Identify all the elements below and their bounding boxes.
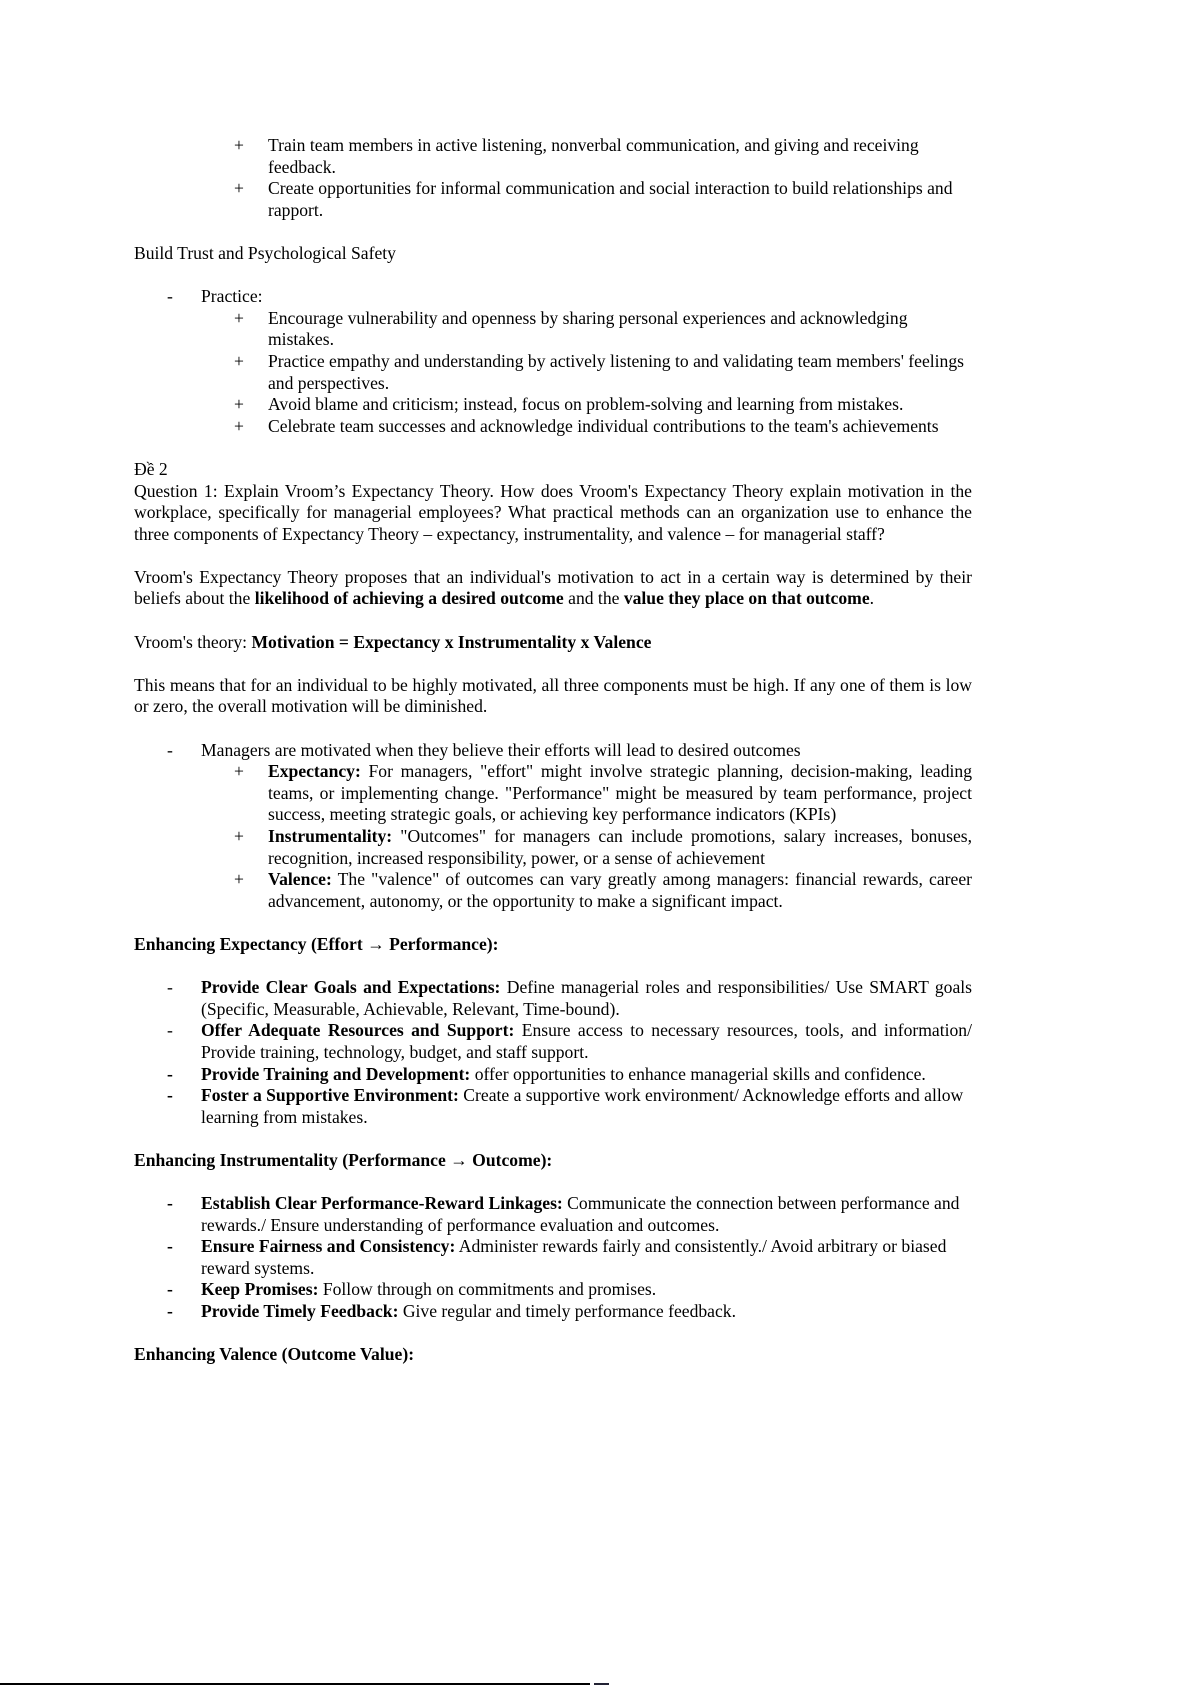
means-paragraph: This means that for an individual to be highly motivated, all three components must be high. If any one of them is low or zero, the overall motivation will be diminished. [134, 674, 972, 717]
list-item [134, 178, 972, 221]
list-item [134, 826, 972, 869]
dash-bullet: - [167, 977, 173, 998]
dash-bullet: - [167, 286, 173, 307]
text: Vroom's Expectancy Theory proposes that an individual's motivation to act in a certain way is determined by their beliefs about the [134, 566, 972, 609]
term: Expectancy: [268, 761, 361, 782]
term: Instrumentality: [268, 826, 393, 846]
list-item [134, 1279, 972, 1301]
list-item [134, 351, 972, 394]
plus-bullet: + [234, 761, 244, 782]
section-heading-trust: Build Trust and Psychological Safety [134, 242, 396, 263]
plus-bullet: + [234, 826, 244, 846]
list-item [134, 286, 972, 308]
text: Follow through on commitments and promises. [318, 1279, 657, 1300]
plus-bullet: + [234, 135, 244, 155]
list-item [134, 416, 972, 438]
item-text: Practice: [201, 286, 263, 307]
intro-paragraph [134, 567, 972, 610]
text: . [869, 588, 875, 609]
list-item [134, 308, 972, 351]
list-item [134, 869, 972, 912]
plus-bullet: + [234, 307, 244, 328]
text: Define managerial roles and responsibilities/ Use SMART goals (Specific, Measurable, Achievable, Relevant, Time-bound). [201, 977, 973, 1019]
item-text: Celebrate team successes and acknowledge individual contributions to the team's achievements [268, 415, 939, 436]
list-item [134, 394, 972, 416]
dash-bullet: - [167, 1236, 173, 1257]
dash-bullet: - [167, 1193, 173, 1214]
text: For managers, "effort" might involve strategic planning, decision-making, leading teams, or implementing change. "Performance" might be measured by team performance, project success, meeting strategic goals, or achieving key performance indicators (KPIs) [268, 761, 972, 825]
list-item [134, 1301, 972, 1323]
bold-text: value they place on that outcome [623, 588, 870, 609]
list-item [134, 1064, 972, 1086]
section-heading-instrumentality: Enhancing Instrumentality (Performance → Outcome): [134, 1149, 553, 1170]
bold-text: likelihood of achieving a desired outcome [254, 588, 564, 609]
term: Valence: [268, 869, 332, 890]
theory-formula [134, 632, 972, 654]
item-text: Managers are motivated when they believe their efforts will lead to desired outcomes [201, 739, 801, 760]
item-text: Train team members in active listening, nonverbal communication, and giving and receiving feedback. [268, 135, 919, 177]
question-text: Question 1: Explain Vroom’s Expectancy Theory. How does Vroom's Expectancy Theory explain motivation in the workplace, specifically for managerial employees? What practical methods can an organization use to enhance the three components of Expectancy Theory – expectancy, instrumentality, and valence – for managerial staff? [134, 480, 972, 544]
plus-bullet: + [234, 350, 244, 371]
dash-bullet: - [167, 1301, 173, 1322]
term: Ensure Fairness and Consistency: [201, 1236, 456, 1257]
item-text: Encourage vulnerability and openness by sharing personal experiences and acknowledging mistakes. [268, 307, 908, 350]
plus-bullet: + [234, 415, 244, 436]
text: The "valence" of outcomes can vary greatly among managers: financial rewards, career advancement, autonomy, or the opportunity to make a significant impact. [268, 869, 972, 911]
plus-bullet: + [234, 869, 244, 890]
exam-label: Đề 2 [134, 458, 168, 479]
list-item [134, 740, 972, 762]
item-text: Create opportunities for informal communication and social interaction to build relationships and rapport. [268, 178, 953, 220]
dash-bullet: - [167, 739, 173, 760]
list-item [134, 1085, 972, 1128]
list-item [134, 977, 972, 1020]
plus-bullet: + [234, 178, 244, 199]
document-page [134, 135, 972, 1366]
term: Keep Promises: [201, 1279, 319, 1300]
plus-bullet: + [234, 394, 244, 415]
list-item [134, 135, 972, 178]
list-item [134, 761, 972, 826]
dash-bullet: - [167, 1085, 173, 1106]
text: Ensure access to necessary resources, tools, and information/ Provide training, technology, budget, and staff support. [201, 1020, 972, 1062]
item-text: Practice empathy and understanding by actively listening to and validating team members' feelings and perspectives. [268, 350, 964, 393]
term: Provide Clear Goals and Expectations: [201, 977, 501, 998]
text: Create a supportive work environment/ Acknowledge efforts and allow learning from mistakes. [201, 1085, 964, 1127]
term: Foster a Supportive Environment: [201, 1085, 459, 1106]
formula: Motivation = Expectancy x Instrumentality x Valence [251, 631, 652, 652]
text: and the [563, 588, 624, 609]
dash-bullet: - [167, 1279, 173, 1300]
text: "Outcomes" for managers can include promotions, salary increases, bonuses, recognition, increased responsibility, power, or a sense of achievement [268, 826, 972, 868]
term: Provide Training and Development: [201, 1063, 471, 1084]
section-heading-valence: Enhancing Valence (Outcome Value): [134, 1344, 415, 1365]
dash-bullet: - [167, 1063, 173, 1084]
term: Provide Timely Feedback: [201, 1301, 399, 1322]
text: Give regular and timely performance feedback. [398, 1301, 736, 1322]
term: Establish Clear Performance-Reward Linkages: [201, 1193, 563, 1214]
list-item [134, 1193, 972, 1236]
section-heading-expectancy: Enhancing Expectancy (Effort → Performance): [134, 933, 499, 954]
list-item [134, 1020, 972, 1063]
item-text: Avoid blame and criticism; instead, focus on problem-solving and learning from mistakes. [268, 394, 904, 415]
text: Administer rewards fairly and consistently./ Avoid arbitrary or biased reward systems. [201, 1236, 947, 1278]
text: Communicate the connection between performance and rewards./ Ensure understanding of performance evaluation and outcomes. [201, 1193, 960, 1235]
list-item [134, 1236, 972, 1279]
text: offer opportunities to enhance managerial skills and confidence. [470, 1063, 926, 1084]
term: Offer Adequate Resources and Support: [201, 1020, 515, 1041]
text: Vroom's theory: [134, 631, 252, 652]
dash-bullet: - [167, 1020, 173, 1041]
